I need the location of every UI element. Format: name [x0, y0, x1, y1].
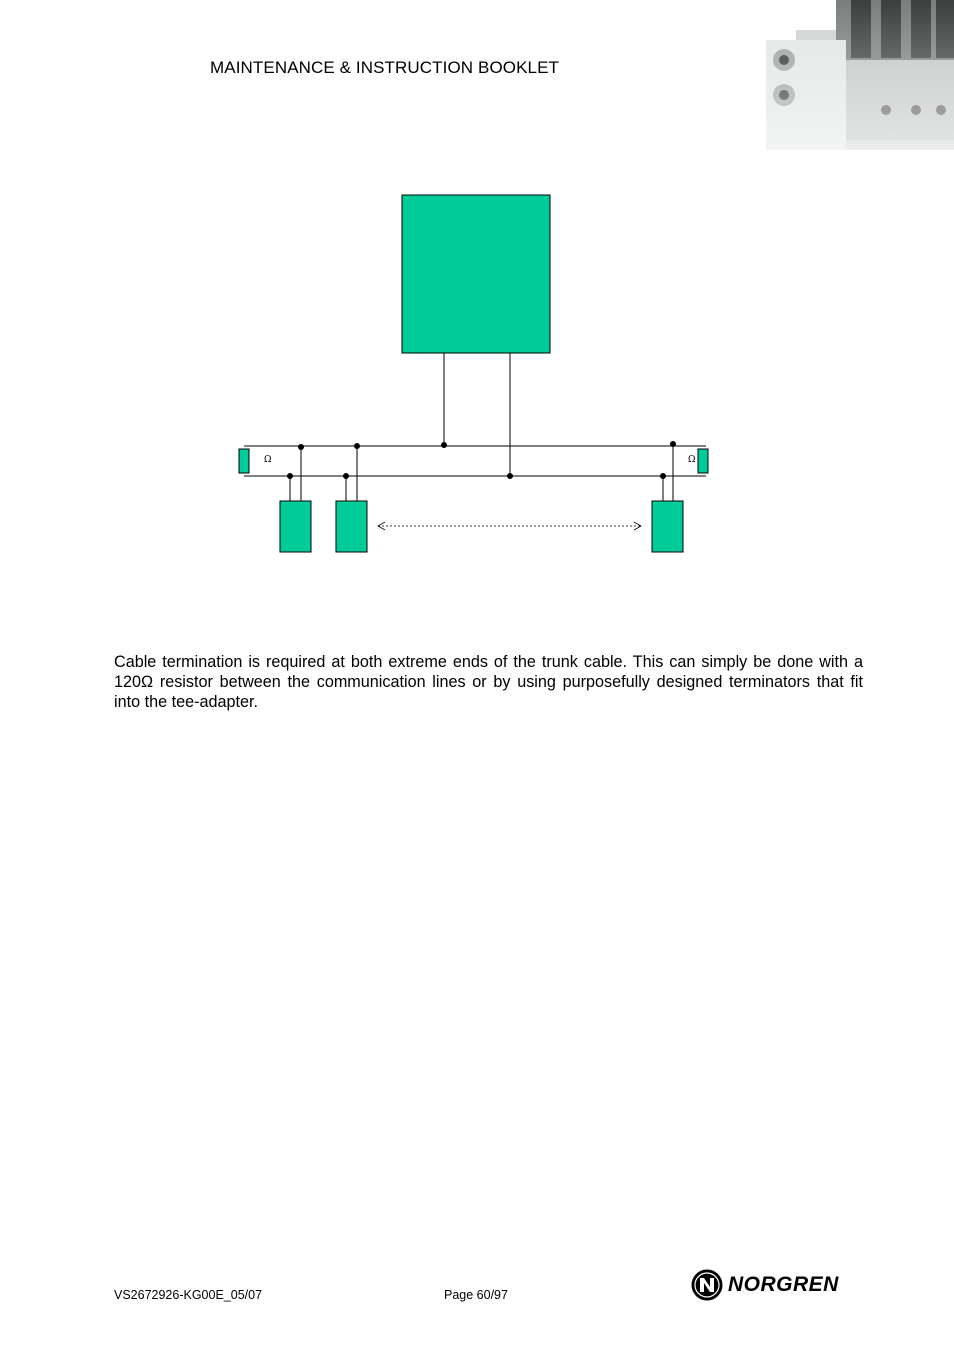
footer-page-number: Page 60/97 — [444, 1288, 508, 1302]
trunk-cable-diagram — [0, 0, 954, 620]
left-terminator-label: Ω — [264, 455, 272, 465]
right-terminator-label: Ω — [688, 455, 696, 465]
body-paragraph: Cable termination is required at both extreme ends of the trunk cable. This can simply be done with a 120Ω resistor between the communication lines or by using purposefully designed terminators that fit into the tee-adapter. — [114, 653, 863, 711]
norgren-logo-icon — [690, 1268, 724, 1302]
norgren-logo-text: NORGREN — [728, 1273, 839, 1296]
slave-device-box-1 — [280, 501, 311, 552]
slave-device-box-2 — [336, 501, 367, 552]
slave-device-box-n — [652, 501, 683, 552]
master-device-box — [402, 195, 550, 353]
junction-dot — [507, 473, 513, 479]
left-terminator-resistor — [239, 449, 249, 473]
footer-doc-id: VS2672926-KG00E_05/07 — [114, 1288, 263, 1302]
norgren-logo — [690, 1268, 870, 1304]
header-title: MAINTENANCE & INSTRUCTION BOOKLET — [210, 58, 560, 77]
right-terminator-resistor — [698, 449, 708, 473]
junction-dot — [441, 442, 447, 448]
